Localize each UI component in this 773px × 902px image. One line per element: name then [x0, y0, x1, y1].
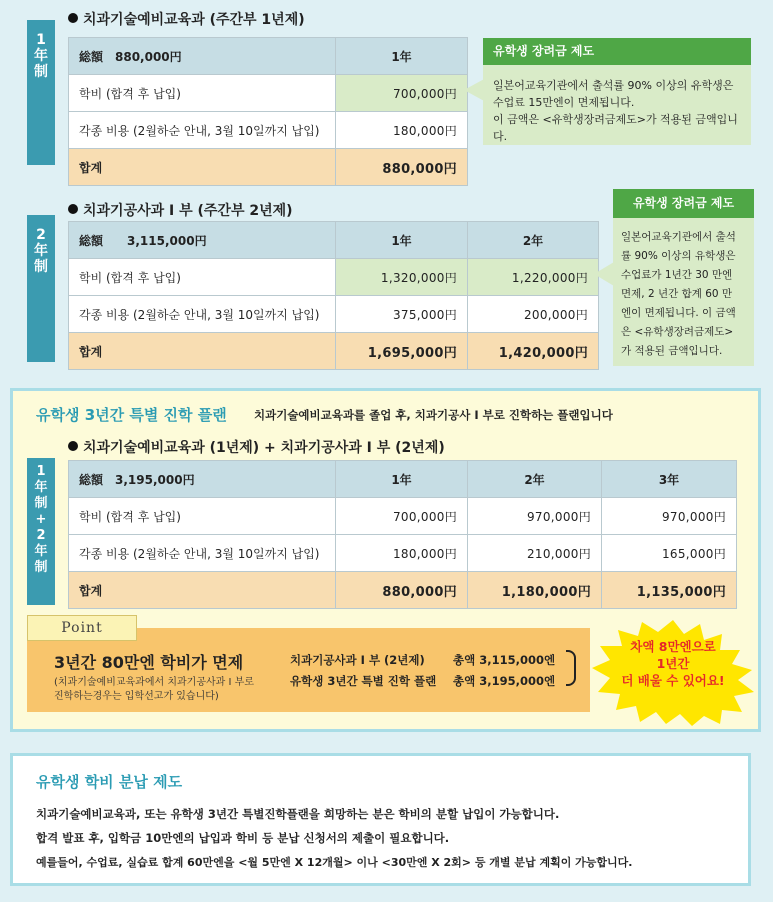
col-header: 1年 — [336, 461, 468, 498]
brace-icon — [566, 650, 576, 686]
table-row — [69, 112, 468, 149]
compare-name: 유학생 3년간 특별 진학 플랜 — [290, 674, 437, 688]
callout-line: 수업료 15만엔이 면제됩니다. — [493, 96, 635, 109]
sum-value: 1,695,000円 — [336, 333, 468, 370]
section2-fee-table — [68, 221, 599, 370]
compare-amount: 총액 3,195,000엔 — [453, 674, 556, 688]
burst-line: 차액 8만엔으로 — [630, 639, 716, 654]
cell-value: 375,000円 — [336, 296, 468, 333]
burst-line: 1년간 — [656, 656, 690, 671]
section2-title: 치과기공사과 I 부 (주간부 2년제) — [68, 200, 293, 220]
callout-line: 면제, 2 년간 합계 60 만 — [621, 288, 733, 300]
section1-title: 치과기술예비교육과 (주간부 1년제) — [68, 9, 305, 29]
row-label: 학비 (합격 후 납입) — [69, 498, 336, 535]
plan-table-title: 치과기술예비교육과 (1년제) + 치과기공사과 I 부 (2년제) — [68, 437, 445, 457]
sum-label: 합계 — [69, 333, 336, 370]
sidebar-1year: 1 年 制 — [27, 20, 55, 165]
compare-amount: 총액 3,115,000엔 — [453, 653, 556, 667]
callout-line: 수업료가 1년간 30 만엔 — [621, 269, 733, 281]
cell-value: 200,000円 — [468, 296, 599, 333]
callout-line: 은 <유학생장려금제도> — [621, 326, 734, 338]
bullet-icon — [68, 441, 78, 451]
bullet-icon — [68, 204, 78, 214]
table-header-row — [69, 222, 599, 259]
plan-fee-table — [68, 460, 737, 609]
section1-fee-table — [68, 37, 468, 186]
plan-subtitle: 치과기술예비교육과를 졸업 후, 치과기공사 I 부로 진학하는 플랜입니다 — [254, 408, 613, 422]
table-header-row — [69, 461, 737, 498]
callout-line: 엔이 면제됩니다. 이 금액 — [621, 307, 736, 319]
installment-title: 유학생 학비 분납 제도 — [36, 773, 183, 791]
total-label: 総額 880,000円 — [69, 38, 336, 75]
row-label: 각종 비용 (2월하순 안내, 3월 10일까지 납입) — [69, 112, 336, 149]
installment-line: 합격 발표 후, 입학금 10만엔의 납입과 학비 등 분납 신청서의 제출이 필요합니다. — [36, 831, 450, 845]
cell-value: 180,000円 — [336, 112, 468, 149]
callout-line: 이 금액은 <유학생장려금제도>가 적용된 금액입니다. — [493, 113, 738, 143]
col-header: 2年 — [468, 222, 599, 259]
sum-value: 1,420,000円 — [468, 333, 599, 370]
point-note-line: 진학하는경우는 입학선고가 있습니다) — [54, 691, 219, 702]
sum-value: 1,135,000円 — [602, 572, 737, 609]
total-label: 総額 3,195,000円 — [69, 461, 336, 498]
sidebar-2year: 2 年 制 — [27, 215, 55, 362]
cell-value: 700,000円 — [336, 498, 468, 535]
table-row — [69, 259, 599, 296]
cell-value: 970,000円 — [468, 498, 602, 535]
table-row — [69, 296, 599, 333]
callout-line: 가 적용된 금액입니다. — [621, 345, 723, 357]
row-label: 각종 비용 (2월하순 안내, 3월 10일까지 납입) — [69, 535, 336, 572]
cell-value: 1,220,000円 — [468, 259, 599, 296]
plan-title: 유학생 3년간 특별 진학 플랜 — [36, 406, 227, 424]
sidebar-3year-plan: 1 年 制 + 2 年 制 — [27, 458, 55, 605]
bullet-icon — [68, 13, 78, 23]
cell-value: 970,000円 — [602, 498, 737, 535]
installment-line: 예를들어, 수업료, 실습료 합계 60만엔을 <월 5만엔 X 12개월> 이나 <30만엔 X 2회> 등 개별 분납 계획이 가능합니다. — [36, 856, 633, 869]
sum-label: 합계 — [69, 149, 336, 186]
callout-title: 유학생 장려금 제도 — [483, 38, 751, 65]
sum-row — [69, 333, 599, 370]
compare-name: 치과기공사과 I 부 (2년제) — [290, 653, 425, 667]
callout-line: 률 90% 이상의 유학생은 — [621, 250, 736, 262]
callout-line: 일본어교육기관에서 출석 — [621, 231, 736, 243]
burst-line: 더 배울 수 있어요! — [621, 673, 725, 688]
burst-message — [600, 638, 746, 689]
point-note-line: (치과기술예비교육과에서 치과기공사과 I 부로 — [54, 677, 254, 688]
cell-value: 165,000円 — [602, 535, 737, 572]
row-label: 각종 비용 (2월하순 안내, 3월 10일까지 납입) — [69, 296, 336, 333]
sum-value: 880,000円 — [336, 149, 468, 186]
sum-row — [69, 572, 737, 609]
sum-value: 880,000円 — [336, 572, 468, 609]
sum-row — [69, 149, 468, 186]
sum-label: 합계 — [69, 572, 336, 609]
point-note — [54, 676, 254, 704]
point-flag: Point — [27, 615, 137, 641]
row-label: 학비 (합격 후 납입) — [69, 75, 336, 112]
callout-title: 유학생 장려금 제도 — [613, 189, 754, 218]
scholarship-callout-2 — [613, 189, 754, 366]
cell-value: 700,000円 — [336, 75, 468, 112]
col-header: 2年 — [468, 461, 602, 498]
col-header: 1年 — [336, 38, 468, 75]
scholarship-callout-1 — [483, 38, 751, 145]
total-label: 総額 3,115,000円 — [69, 222, 336, 259]
table-row — [69, 535, 737, 572]
col-header: 1年 — [336, 222, 468, 259]
table-header-row — [69, 38, 468, 75]
table-row — [69, 498, 737, 535]
sum-value: 1,180,000円 — [468, 572, 602, 609]
col-header: 3年 — [602, 461, 737, 498]
installment-line: 치과기술예비교육과, 또는 유학생 3년간 특별진학플랜을 희망하는 분은 학비의 분할 납입이 가능합니다. — [36, 807, 560, 821]
row-label: 학비 (합격 후 납입) — [69, 259, 336, 296]
cell-value: 210,000円 — [468, 535, 602, 572]
table-row — [69, 75, 468, 112]
callout-line: 일본어교육기관에서 출석률 90% 이상의 유학생은 — [493, 79, 734, 92]
cell-value: 1,320,000円 — [336, 259, 468, 296]
cell-value: 180,000円 — [336, 535, 468, 572]
point-headline: 3년간 80만엔 학비가 면제 — [54, 653, 244, 672]
